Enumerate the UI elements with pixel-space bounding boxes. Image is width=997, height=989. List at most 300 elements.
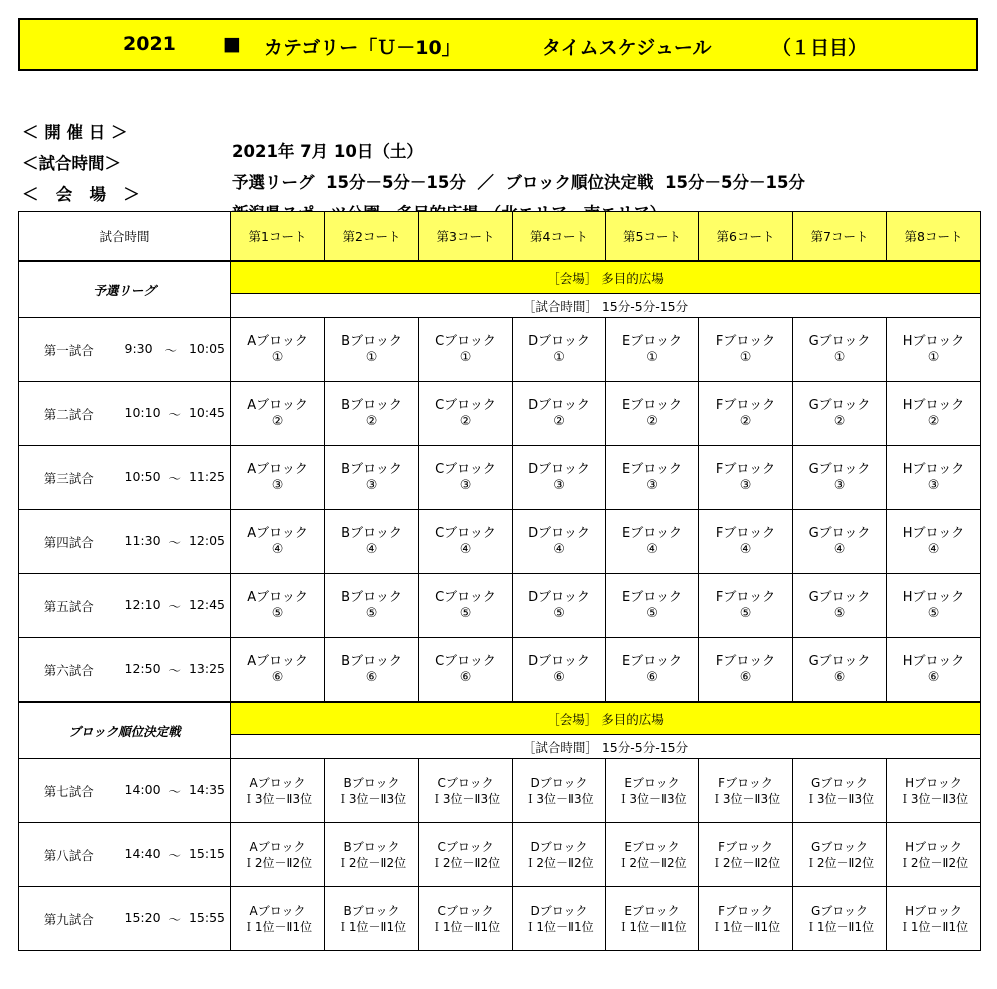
- block-name: Bブロック: [341, 397, 402, 413]
- block-name: Bブロック: [341, 589, 402, 605]
- match-tilde: ～: [168, 534, 182, 550]
- block-name: Bブロック: [343, 903, 400, 918]
- match-cell: [606, 887, 699, 951]
- match-name: 第九試合: [19, 887, 119, 951]
- match-cell: [419, 638, 513, 703]
- match-cell: [699, 382, 793, 446]
- block-detail: ③: [646, 477, 658, 493]
- block-name: Gブロック: [808, 333, 871, 349]
- match-time: [119, 759, 231, 823]
- block-name: Fブロック: [715, 397, 776, 413]
- match-time: [119, 318, 231, 382]
- block-detail: ①: [365, 349, 378, 365]
- match-cell: [793, 318, 887, 382]
- match-cell: [606, 318, 699, 382]
- block-detail: Ｉ3位－Ⅱ3位: [710, 791, 781, 806]
- section-ranking-time: ［試合時間］ 15分-5分-15分: [231, 735, 981, 759]
- block-name: Eブロック: [624, 903, 680, 918]
- block-name: Hブロック: [902, 653, 965, 669]
- block-detail: ⑥: [365, 669, 378, 685]
- block-detail: ⑥: [271, 669, 284, 685]
- block-name: Bブロック: [341, 653, 402, 669]
- match-cell: [887, 574, 981, 638]
- match-start: 14:00: [124, 781, 161, 797]
- match-end: 10:05: [188, 340, 225, 356]
- match-cell: [887, 382, 981, 446]
- block-name: Dブロック: [528, 397, 590, 413]
- match-start: 12:10: [124, 596, 161, 612]
- match-name: 第四試合: [19, 510, 119, 574]
- match-cell: [606, 382, 699, 446]
- section-prelim-label: 予選リーグ: [19, 261, 231, 318]
- block-name: Dブロック: [530, 903, 588, 918]
- match-name: 第一試合: [19, 318, 119, 382]
- block-detail: Ｉ3位－Ⅱ3位: [898, 791, 969, 806]
- match-cell: [887, 887, 981, 951]
- block-name: Gブロック: [808, 397, 871, 413]
- court-header-5: 第5コート: [606, 212, 699, 262]
- match-cell: [887, 823, 981, 887]
- court-header-3: 第3コート: [419, 212, 513, 262]
- block-detail: Ｉ2位－Ⅱ2位: [804, 855, 875, 870]
- match-cell: [699, 510, 793, 574]
- match-cell: [606, 510, 699, 574]
- block-detail: ④: [833, 541, 846, 557]
- block-name: Dブロック: [528, 461, 590, 477]
- block-detail: ④: [646, 541, 658, 557]
- match-time-range: [119, 405, 231, 423]
- match-row: [19, 574, 981, 638]
- match-cell: [231, 638, 325, 703]
- match-tilde: ～: [168, 470, 182, 486]
- match-cell: [793, 510, 887, 574]
- block-detail: ③: [927, 477, 940, 493]
- block-detail: ⑤: [365, 605, 378, 621]
- block-detail: ⑤: [553, 605, 565, 621]
- match-cell: [325, 759, 419, 823]
- match-cell: [793, 823, 887, 887]
- block-name: Dブロック: [528, 333, 590, 349]
- block-detail: ③: [553, 477, 565, 493]
- block-detail: ④: [927, 541, 940, 557]
- block-name: Cブロック: [435, 397, 496, 413]
- block-name: Cブロック: [435, 525, 496, 541]
- match-cell: [419, 382, 513, 446]
- header-row: [19, 212, 981, 262]
- section-prelim-venue-row: [19, 261, 981, 294]
- block-name: Dブロック: [528, 589, 590, 605]
- match-cell: [325, 823, 419, 887]
- match-tilde: ～: [168, 406, 182, 422]
- match-row: [19, 382, 981, 446]
- block-detail: ①: [833, 349, 846, 365]
- block-detail: ②: [927, 413, 940, 429]
- match-cell: [231, 510, 325, 574]
- match-row: [19, 887, 981, 951]
- match-time-range: [119, 469, 231, 487]
- match-cell: [887, 638, 981, 703]
- match-start: 9:30: [124, 340, 153, 356]
- block-name: Eブロック: [624, 775, 680, 790]
- block-name: Bブロック: [343, 775, 400, 790]
- match-cell: [793, 382, 887, 446]
- section-prelim-time: ［試合時間］ 15分-5分-15分: [231, 294, 981, 318]
- block-detail: ③: [833, 477, 846, 493]
- match-cell: [513, 446, 606, 510]
- block-detail: ⑥: [646, 669, 658, 685]
- court-header-8: 第8コート: [887, 212, 981, 262]
- info-date-label: ＜ 開 催 日 ＞: [22, 123, 128, 142]
- block-detail: ③: [739, 477, 752, 493]
- match-cell: [699, 823, 793, 887]
- match-end: 15:55: [188, 909, 226, 925]
- block-detail: ④: [365, 541, 378, 557]
- match-cell: [606, 574, 699, 638]
- block-name: Eブロック: [622, 525, 682, 541]
- block-name: Aブロック: [247, 589, 308, 605]
- block-name: Bブロック: [341, 525, 402, 541]
- block-detail: Ｉ1位－Ⅱ1位: [430, 919, 501, 934]
- match-cell: [325, 574, 419, 638]
- block-name: Aブロック: [249, 903, 306, 918]
- block-detail: ②: [739, 413, 752, 429]
- match-cell: [231, 382, 325, 446]
- block-detail: ③: [271, 477, 284, 493]
- block-name: Aブロック: [249, 839, 306, 854]
- block-name: Fブロック: [715, 333, 776, 349]
- block-name: Fブロック: [715, 525, 776, 541]
- block-detail: Ｉ3位－Ⅱ3位: [524, 791, 594, 806]
- match-cell: [231, 574, 325, 638]
- match-cell: [513, 638, 606, 703]
- match-end: 11:25: [188, 468, 226, 484]
- court-header-6: 第6コート: [699, 212, 793, 262]
- info-venue-label: ＜ 会 場 ＞: [22, 185, 140, 204]
- block-name: Eブロック: [622, 397, 682, 413]
- match-cell: [887, 318, 981, 382]
- block-detail: Ｉ1位－Ⅱ1位: [524, 919, 594, 934]
- block-name: Gブロック: [810, 839, 869, 854]
- block-detail: ②: [833, 413, 846, 429]
- block-name: Bブロック: [341, 333, 402, 349]
- match-tilde: ～: [168, 783, 182, 799]
- match-cell: [513, 318, 606, 382]
- match-name: 第七試合: [19, 759, 119, 823]
- match-cell: [606, 446, 699, 510]
- match-cell: [513, 382, 606, 446]
- title-day: （１日目）: [772, 37, 868, 59]
- match-cell: [606, 759, 699, 823]
- block-name: Cブロック: [437, 903, 494, 918]
- block-name: Hブロック: [902, 333, 965, 349]
- block-detail: Ｉ2位－Ⅱ2位: [617, 855, 687, 870]
- block-detail: Ｉ1位－Ⅱ1位: [336, 919, 407, 934]
- court-header-7: 第7コート: [793, 212, 887, 262]
- block-detail: ④: [271, 541, 284, 557]
- block-detail: ⑥: [739, 669, 752, 685]
- match-cell: [513, 759, 606, 823]
- block-name: Dブロック: [530, 839, 588, 854]
- match-cell: [419, 510, 513, 574]
- title-bullet: ■: [223, 33, 241, 55]
- match-cell: [325, 318, 419, 382]
- block-detail: Ｉ3位－Ⅱ3位: [242, 791, 313, 806]
- block-detail: ⑤: [739, 605, 752, 621]
- match-row: [19, 638, 981, 703]
- info-time-label: ＜試合時間＞: [22, 154, 121, 173]
- match-cell: [887, 759, 981, 823]
- match-cell: [231, 823, 325, 887]
- match-row: [19, 823, 981, 887]
- block-detail: ⑥: [927, 669, 940, 685]
- block-name: Gブロック: [810, 903, 869, 918]
- section-prelim-venue: ［会場］ 多目的広場: [231, 261, 981, 294]
- block-detail: ⑤: [459, 605, 472, 621]
- block-detail: Ｉ1位－Ⅱ1位: [242, 919, 313, 934]
- match-tilde: ～: [168, 911, 182, 927]
- block-detail: ①: [646, 349, 658, 365]
- match-time-range: [119, 341, 231, 359]
- block-detail: Ｉ3位－Ⅱ3位: [430, 791, 501, 806]
- block-name: Cブロック: [435, 333, 496, 349]
- title-banner: [18, 18, 978, 71]
- match-time: [119, 887, 231, 951]
- title-category: カテゴリー「Ｕ－10」: [264, 37, 461, 59]
- match-row: [19, 510, 981, 574]
- match-row: [19, 759, 981, 823]
- match-cell: [325, 887, 419, 951]
- block-name: Eブロック: [622, 589, 682, 605]
- block-detail: ⑤: [646, 605, 658, 621]
- match-start: 10:50: [124, 468, 161, 484]
- block-detail: ④: [459, 541, 472, 557]
- block-detail: ②: [553, 413, 565, 429]
- block-name: Cブロック: [435, 653, 496, 669]
- match-cell: [325, 446, 419, 510]
- block-detail: Ｉ1位－Ⅱ1位: [804, 919, 875, 934]
- match-end: 12:05: [188, 532, 226, 548]
- info-date-value: 2021年 7月 10日（土）: [232, 142, 423, 161]
- match-cell: [325, 510, 419, 574]
- block-name: Hブロック: [902, 589, 965, 605]
- block-detail: Ｉ1位－Ⅱ1位: [617, 919, 687, 934]
- block-name: Eブロック: [622, 333, 682, 349]
- block-detail: ②: [271, 413, 284, 429]
- match-cell: [793, 446, 887, 510]
- match-tilde: ～: [164, 342, 178, 358]
- match-time: [119, 574, 231, 638]
- match-cell: [793, 759, 887, 823]
- match-cell: [419, 446, 513, 510]
- block-name: Aブロック: [247, 333, 308, 349]
- block-detail: Ｉ2位－Ⅱ2位: [242, 855, 313, 870]
- match-time-range: [119, 782, 231, 800]
- block-name: Gブロック: [808, 653, 871, 669]
- match-start: 14:40: [124, 845, 161, 861]
- block-detail: Ｉ2位－Ⅱ2位: [524, 855, 594, 870]
- block-name: Cブロック: [435, 589, 496, 605]
- block-detail: Ｉ2位－Ⅱ2位: [898, 855, 969, 870]
- block-detail: ②: [365, 413, 378, 429]
- match-name: 第五試合: [19, 574, 119, 638]
- block-detail: Ｉ3位－Ⅱ3位: [804, 791, 875, 806]
- block-name: Fブロック: [715, 589, 776, 605]
- match-cell: [887, 446, 981, 510]
- match-tilde: ～: [168, 662, 182, 678]
- block-name: Fブロック: [715, 461, 776, 477]
- block-detail: ⑥: [553, 669, 565, 685]
- match-time-range: [119, 597, 231, 615]
- block-name: Aブロック: [247, 525, 308, 541]
- block-detail: ②: [646, 413, 658, 429]
- match-end: 14:35: [188, 781, 226, 797]
- block-name: Cブロック: [435, 461, 496, 477]
- block-detail: ⑤: [927, 605, 940, 621]
- match-name: 第六試合: [19, 638, 119, 703]
- match-cell: [699, 887, 793, 951]
- match-time-range: [119, 846, 231, 864]
- match-row: [19, 318, 981, 382]
- match-cell: [793, 574, 887, 638]
- match-cell: [231, 759, 325, 823]
- block-detail: Ｉ2位－Ⅱ2位: [430, 855, 501, 870]
- match-cell: [793, 887, 887, 951]
- match-cell: [325, 638, 419, 703]
- block-name: Hブロック: [905, 903, 962, 918]
- match-row: [19, 446, 981, 510]
- match-cell: [793, 638, 887, 703]
- block-detail: ①: [927, 349, 940, 365]
- match-name: 第八試合: [19, 823, 119, 887]
- match-end: 12:45: [188, 596, 226, 612]
- block-name: Fブロック: [718, 839, 773, 854]
- match-cell: [419, 759, 513, 823]
- match-cell: [699, 574, 793, 638]
- block-name: Hブロック: [902, 397, 965, 413]
- court-header-4: 第4コート: [513, 212, 606, 262]
- block-name: Dブロック: [528, 653, 590, 669]
- block-detail: ①: [553, 349, 565, 365]
- match-cell: [699, 638, 793, 703]
- match-cell: [699, 446, 793, 510]
- match-time: [119, 823, 231, 887]
- block-name: Gブロック: [808, 589, 871, 605]
- block-detail: ④: [739, 541, 752, 557]
- time-header: 試合時間: [19, 212, 231, 262]
- match-time: [119, 510, 231, 574]
- title-year: 2021: [123, 33, 176, 55]
- title-schedule: タイムスケジュール: [542, 37, 712, 59]
- block-name: Aブロック: [247, 397, 308, 413]
- block-detail: ②: [459, 413, 472, 429]
- match-cell: [419, 574, 513, 638]
- match-time: [119, 446, 231, 510]
- match-end: 13:25: [188, 660, 226, 676]
- match-cell: [419, 823, 513, 887]
- match-cell: [419, 318, 513, 382]
- match-cell: [325, 382, 419, 446]
- match-end: 10:45: [188, 404, 226, 420]
- match-cell: [606, 638, 699, 703]
- block-detail: ⑥: [459, 669, 472, 685]
- match-cell: [513, 510, 606, 574]
- block-name: Dブロック: [528, 525, 590, 541]
- court-header-1: 第1コート: [231, 212, 325, 262]
- match-cell: [513, 823, 606, 887]
- match-name: 第三試合: [19, 446, 119, 510]
- match-cell: [887, 510, 981, 574]
- match-tilde: ～: [168, 847, 182, 863]
- block-detail: ①: [459, 349, 472, 365]
- block-name: Eブロック: [624, 839, 680, 854]
- block-name: Hブロック: [902, 461, 965, 477]
- block-name: Gブロック: [808, 461, 871, 477]
- match-time-range: [119, 910, 231, 928]
- match-cell: [606, 823, 699, 887]
- match-cell: [699, 318, 793, 382]
- block-name: Bブロック: [343, 839, 400, 854]
- block-detail: ⑤: [833, 605, 846, 621]
- match-end: 15:15: [188, 845, 226, 861]
- match-name: 第二試合: [19, 382, 119, 446]
- block-name: Fブロック: [718, 903, 773, 918]
- block-name: Cブロック: [437, 839, 494, 854]
- match-cell: [231, 318, 325, 382]
- match-start: 12:50: [124, 660, 161, 676]
- block-detail: ⑥: [833, 669, 846, 685]
- block-detail: Ｉ1位－Ⅱ1位: [898, 919, 969, 934]
- block-detail: ③: [459, 477, 472, 493]
- block-detail: Ｉ2位－Ⅱ2位: [336, 855, 407, 870]
- match-cell: [419, 887, 513, 951]
- block-name: Dブロック: [530, 775, 588, 790]
- match-time-range: [119, 661, 231, 679]
- match-cell: [513, 574, 606, 638]
- match-time: [119, 382, 231, 446]
- block-name: Eブロック: [622, 461, 682, 477]
- match-time-range: [119, 533, 231, 551]
- block-detail: ④: [553, 541, 565, 557]
- block-detail: ③: [365, 477, 378, 493]
- match-tilde: ～: [168, 598, 182, 614]
- court-header-2: 第2コート: [325, 212, 419, 262]
- section-ranking-venue: ［会場］ 多目的広場: [231, 702, 981, 735]
- match-start: 15:20: [124, 909, 161, 925]
- match-start: 11:30: [124, 532, 161, 548]
- block-detail: ⑤: [271, 605, 284, 621]
- block-name: Cブロック: [437, 775, 494, 790]
- schedule-table: [18, 211, 981, 951]
- block-name: Bブロック: [341, 461, 402, 477]
- match-cell: [231, 446, 325, 510]
- block-detail: Ｉ2位－Ⅱ2位: [710, 855, 781, 870]
- block-name: Hブロック: [905, 775, 962, 790]
- block-name: Fブロック: [715, 653, 776, 669]
- block-name: Eブロック: [622, 653, 682, 669]
- section-ranking-venue-row: [19, 702, 981, 735]
- match-cell: [699, 759, 793, 823]
- info-time-value: 予選リーグ 15分－5分－15分 ／ ブロック順位決定戦 15分－5分－15分: [232, 173, 805, 192]
- block-name: Aブロック: [247, 461, 308, 477]
- block-detail: ①: [271, 349, 284, 365]
- section-ranking-label: ブロック順位決定戦: [19, 702, 231, 759]
- block-detail: Ｉ3位－Ⅱ3位: [617, 791, 687, 806]
- block-name: Fブロック: [718, 775, 773, 790]
- block-name: Hブロック: [902, 525, 965, 541]
- match-time: [119, 638, 231, 703]
- block-detail: ①: [739, 349, 752, 365]
- block-name: Aブロック: [249, 775, 306, 790]
